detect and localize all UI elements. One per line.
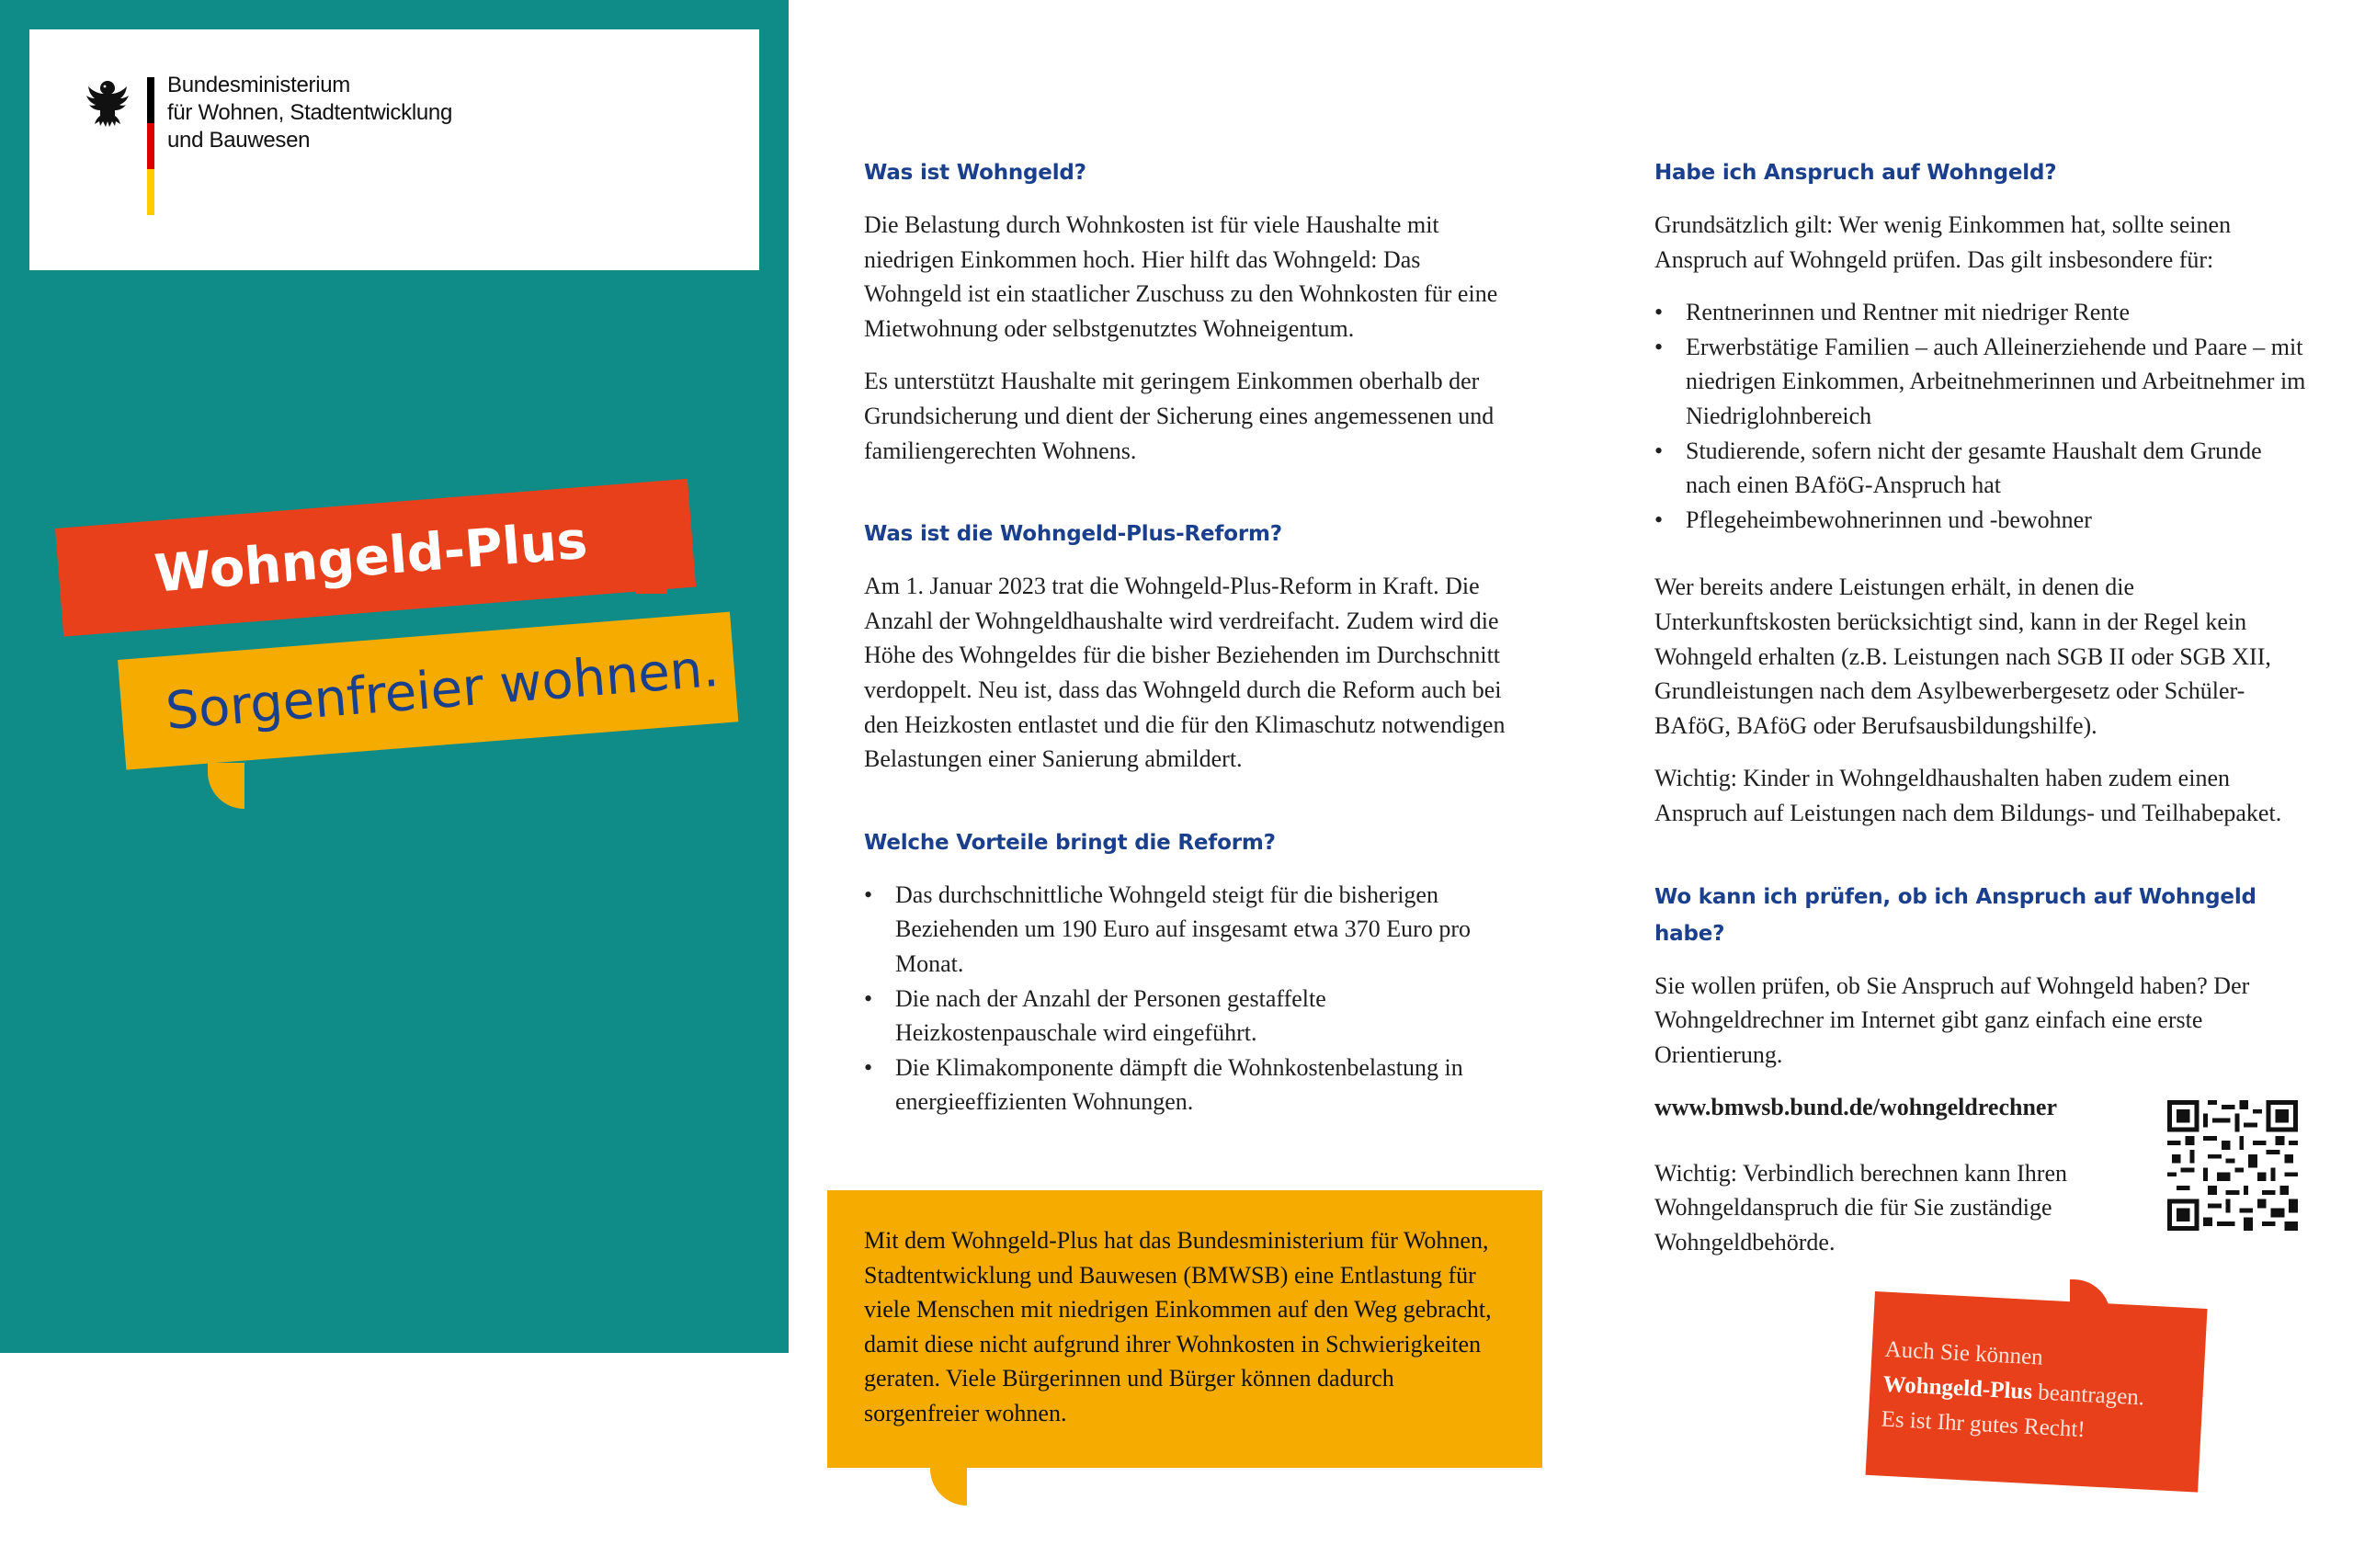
qr-code-icon[interactable] <box>2167 1100 2298 1231</box>
info-box <box>827 1190 1542 1468</box>
paragraph: Sie wollen prüfen, ob Sie Anspruch auf Wohngeld haben? Der Wohngeldrechner im Internet gibt ganz einfach eine erste Orientierung. <box>1654 971 2250 1068</box>
callout-line-1: Auch Sie können <box>1884 1336 2044 1370</box>
german-flag-stripe <box>147 77 154 215</box>
callout-text <box>1881 1333 2147 1451</box>
list-item: • Die Klimakomponente dämpft die Wohnkostenbelastung in energieeffizienten Wohnungen. <box>864 1051 1521 1119</box>
paragraph: Wichtig: Verbindlich berechnen kann Ihren Wohngeldanspruch die für Sie zuständige Wohngeldbehörde. <box>1654 1159 2067 1256</box>
info-box-text: Mit dem Wohngeld-Plus hat das Bundesministerium für Wohnen, Stadtentwicklung und Bauwesen (BMWSB) eine Entlastung für viele Menschen mit niedrigen Einkommen auf den Weg gebracht, damit diese nicht aufgrund ihrer Wohnkosten in Schwierigkeiten geraten. Viele Bürgerinnen und Bürger können dadurch sorgenfreier wohnen. <box>864 1227 1492 1426</box>
callout-bold-text: Wohngeld-Plus <box>1882 1371 2033 1405</box>
wohngeldrechner-link[interactable]: www.bmwsb.bund.de/wohngeldrechner <box>1654 1094 2058 1121</box>
list-item: • Die nach der Anzahl der Personen gestaffelte Heizkostenpauschale wird eingeführt. <box>864 982 1521 1051</box>
paragraph: Die Belastung durch Wohnkosten ist für viele Haushalte mit niedrigen Einkommen hoch. Hier hilft das Wohngeld: Das Wohngeld ist ein staatlicher Zuschuss zu den Wohnkosten für eine Mietwohnung oder selbstgenutztes Wohneigentum. <box>864 211 1498 342</box>
slogan-banner-text: Sorgenfreier wohnen. <box>164 638 722 742</box>
right-column <box>1654 154 2312 1260</box>
section-heading-where-to-check: Wo kann ich prüfen, ob ich Anspruch auf Wohngeld habe? <box>1654 884 2256 946</box>
advantages-list <box>864 878 1521 1119</box>
ministry-name <box>167 72 452 154</box>
title-banner-text: Wohngeld-Plus <box>152 510 590 605</box>
slogan-banner <box>118 612 738 770</box>
federal-eagle-icon <box>79 77 136 134</box>
ministry-line-3: und Bauwesen <box>167 128 311 153</box>
info-box-tail <box>930 1465 967 1506</box>
paragraph: Es unterstützt Haushalte mit geringem Einkommen oberhalb der Grundsicherung und dient der Sicherung eines angemessenen und familiengerechten Wohnens. <box>864 368 1495 464</box>
callout-box <box>1866 1291 2208 1493</box>
section-heading-reform: Was ist die Wohngeld-Plus-Reform? <box>864 522 1282 547</box>
paragraph: Am 1. Januar 2023 trat die Wohngeld-Plus-Reform in Kraft. Die Anzahl der Wohngeldhaushalte wird verdreifacht. Zudem wird die Höhe des Wohngeldes für die bisher Beziehenden im Durchschnitt verdoppelt. Neu ist, dass das Wohngeld durch die Reform auch bei den Heizkosten entlastet und die für den Klimaschutz notwendigen Belastungen einer Sanierung abmildert. <box>864 573 1506 773</box>
list-item: • Das durchschnittliche Wohngeld steigt für die bisherigen Beziehenden um 190 Euro auf insgesamt etwa 370 Euro pro Monat. <box>864 878 1521 982</box>
paragraph: Wer bereits andere Leistungen erhält, in denen die Unterkunftskosten berücksichtigt sind, kann in der Regel kein Wohngeld erhalten (z.B. Leistungen nach SGB II oder SGB XII, Grundleistungen nach dem Asylbewerbergesetz oder Schüler-BAföG, BAföG oder Berufsausbildungshilfe). <box>1654 574 2271 739</box>
paragraph: Wichtig: Kinder in Wohngeldhaushalten haben zudem einen Anspruch auf Leistungen nach dem Bildungs- und Teilhabepaket. <box>1654 765 2282 826</box>
list-item: • Pflegeheimbewohnerinnen und -bewohner <box>1654 503 2312 538</box>
ministry-logo-box <box>29 29 759 270</box>
section-heading-advantages: Welche Vorteile bringt die Reform? <box>864 830 1276 855</box>
title-banner <box>55 479 696 637</box>
left-teal-panel <box>0 0 789 1353</box>
callout-line-2-rest: beantragen. <box>2031 1380 2145 1411</box>
eligible-groups-list <box>1654 295 2312 537</box>
middle-column <box>864 154 1521 1119</box>
list-item: • Studierende, sofern nicht der gesamte Haushalt dem Grunde nach einen BAföG-Anspruch hat <box>1654 434 2312 503</box>
section-heading-entitlement: Habe ich Anspruch auf Wohngeld? <box>1654 161 2057 185</box>
section-heading-what-is-wohngeld: Was ist Wohngeld? <box>864 161 1086 185</box>
ministry-line-1: Bundesministerium <box>167 73 350 97</box>
list-item: • Rentnerinnen und Rentner mit niedriger Rente <box>1654 295 2312 330</box>
callout-line-3: Es ist Ihr gutes Recht! <box>1881 1406 2086 1443</box>
ministry-line-2: für Wohnen, Stadtentwicklung <box>167 100 453 125</box>
yellow-banner-tail <box>208 763 244 809</box>
list-item: • Erwerbstätige Familien – auch Alleinerziehende und Paare – mit niedrigen Einkommen, Arbeitnehmerinnen und Arbeitnehmer im Niedriglohnbereich <box>1654 330 2312 434</box>
paragraph: Grundsätzlich gilt: Wer wenig Einkommen hat, sollte seinen Anspruch auf Wohngeld prüfen. Das gilt insbesondere für: <box>1654 211 2232 273</box>
